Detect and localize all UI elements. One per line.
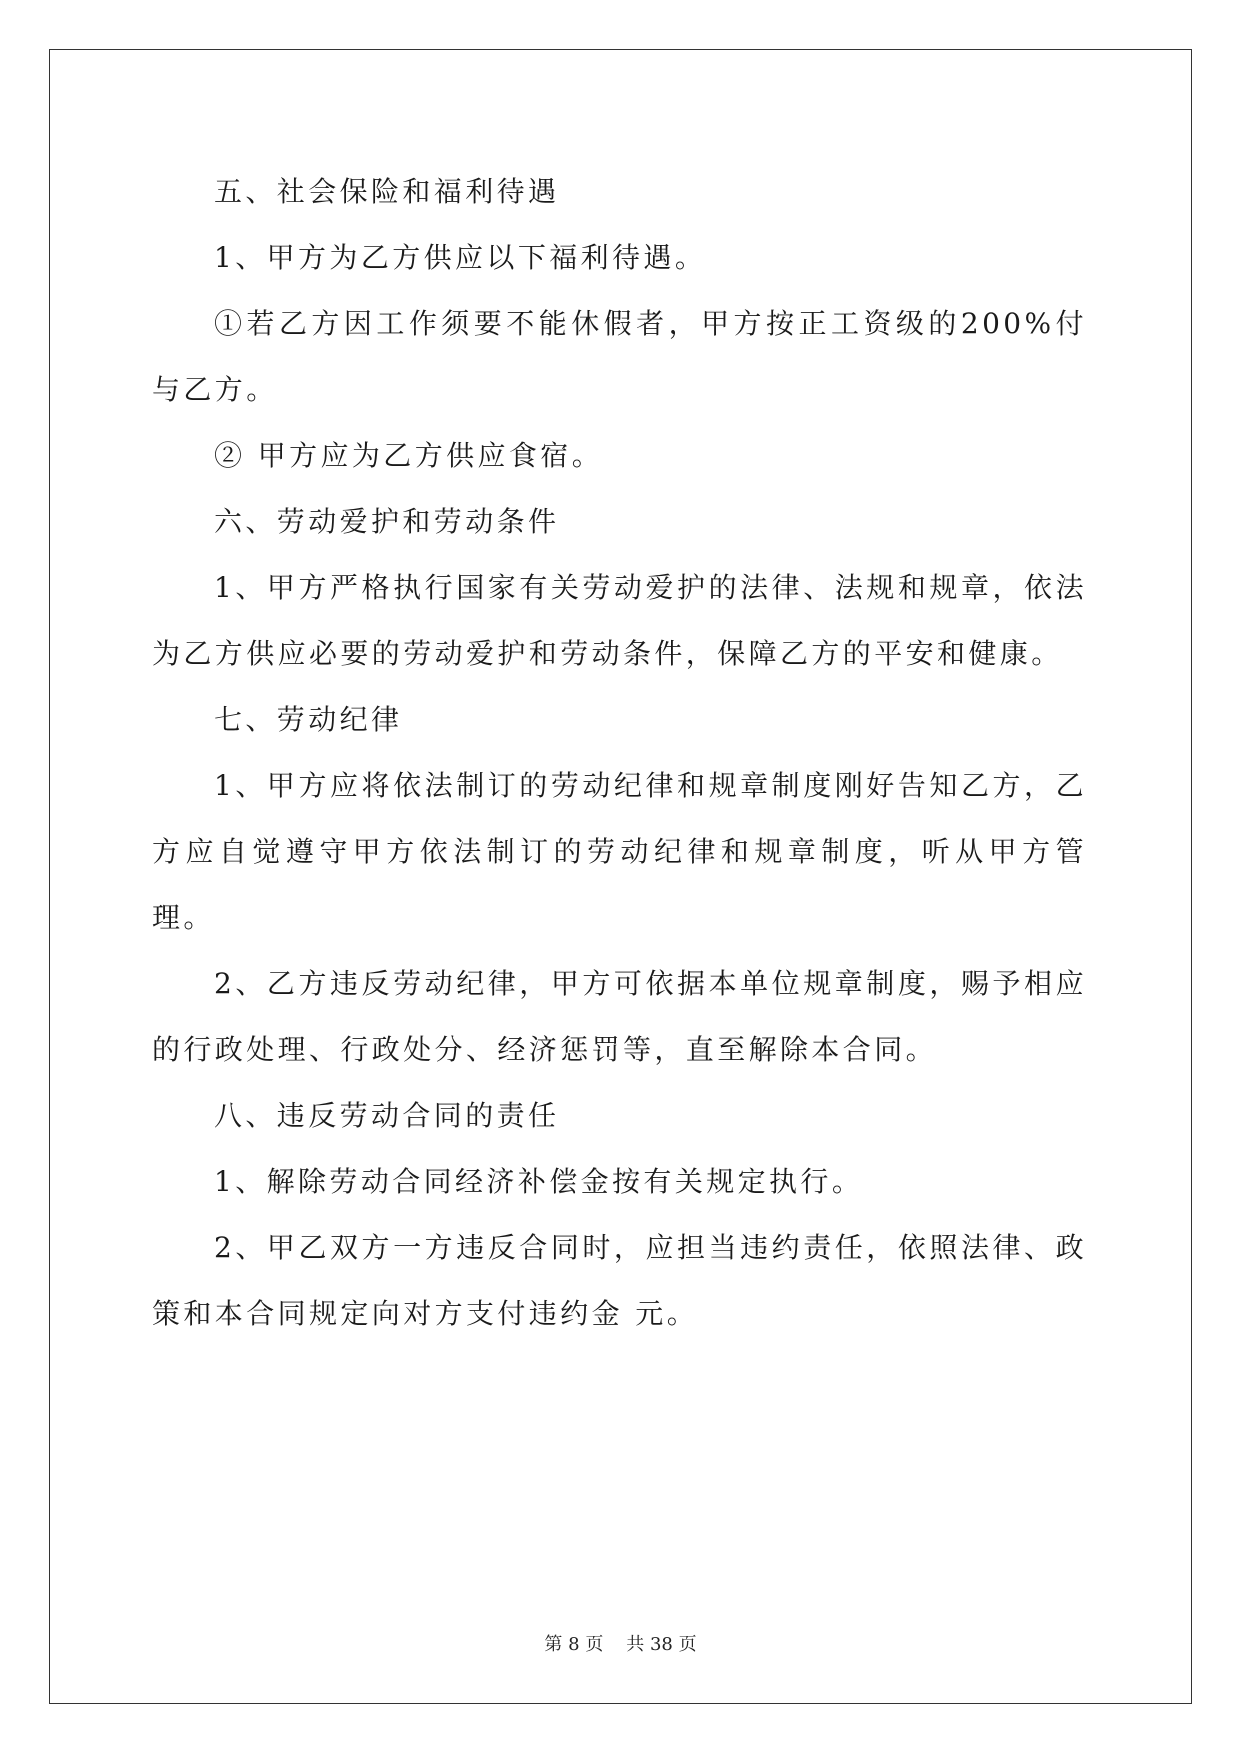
paragraph-7-1: 1、甲方应将依法制订的劳动纪律和规章制度刚好告知乙方，乙方应自觉遵守甲方依法制订的劳动纪律和规章制度，听从甲方管理。 [152, 769, 1087, 934]
paragraph-7-2: 2、乙方违反劳动纪律，甲方可依据本单位规章制度，赐予相应的行政处理、行政处分、经济惩罚等，直至解除本合同。 [152, 967, 1087, 1066]
page-number: 第 8 页 [544, 1634, 604, 1655]
section-heading-5: 五、社会保险和福利待遇 [214, 175, 560, 208]
paragraph-5-1-b: ② 甲方应为乙方供应食宿。 [214, 439, 604, 472]
paragraph-5-1-a: ①若乙方因工作须要不能休假者，甲方按正工资级的200%付与乙方。 [152, 307, 1087, 406]
page-footer [0, 1630, 1241, 1656]
paragraph-6-1: 1、甲方严格执行国家有关劳动爱护的法律、法规和规章，依法为乙方供应必要的劳动爱护和劳动条件，保障乙方的平安和健康。 [152, 571, 1087, 670]
section-heading-6: 六、劳动爱护和劳动条件 [214, 505, 560, 538]
paragraph-8-1: 1、解除劳动合同经济补偿金按有关规定执行。 [214, 1165, 864, 1198]
document-body [152, 159, 1087, 1347]
page-total: 共 38 页 [626, 1634, 697, 1655]
paragraph-5-1: 1、甲方为乙方供应以下福利待遇。 [214, 241, 707, 274]
paragraph-8-2: 2、甲乙双方一方违反合同时，应担当违约责任，依照法律、政策和本合同规定向对方支付违约金 元。 [152, 1231, 1087, 1330]
section-heading-8: 八、违反劳动合同的责任 [214, 1099, 560, 1132]
section-heading-7: 七、劳动纪律 [214, 703, 403, 736]
